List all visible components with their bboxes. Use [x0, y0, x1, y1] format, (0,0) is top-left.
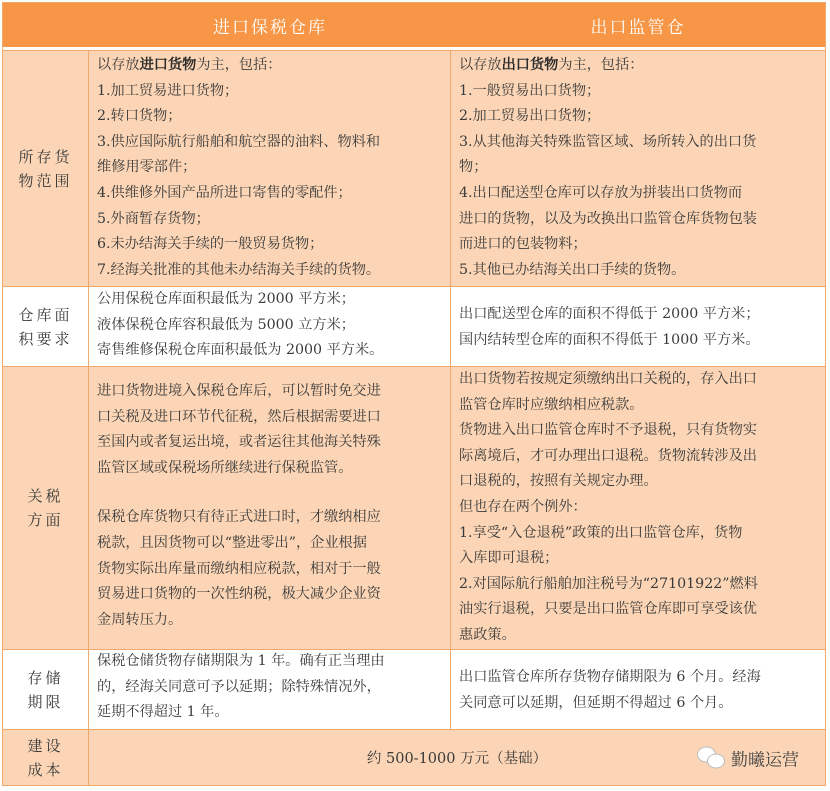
- row-label-storage-period: 存储 期限: [3, 650, 89, 729]
- header-empty-cell: [3, 3, 89, 47]
- comparison-table: [2, 2, 826, 786]
- watermark: [697, 745, 799, 770]
- watermark-text: 勤曦运营: [731, 750, 799, 770]
- table-row-goods-scope: [3, 50, 825, 286]
- wechat-icon: [697, 747, 725, 769]
- table-row-storage-period: [3, 649, 825, 729]
- row-label-tariff: 关税 方面: [3, 367, 89, 649]
- paragraph-gap: [97, 481, 442, 505]
- cell-import-tariff: 进口货物进境入保税仓库后，可以暂时免交进 口关税及进口环节代征税，然后根据需要进口 至国内或者复运出境，或者运往其他海关特殊 监管区域或保税场所继续进行保税监管。 保税仓库货物只有待正式进口时，才缴纳相应 税款，且因货物可以“整进零出”，企业根据 货物实际出库量而缴纳相应税款，相对于一般 贸易进口货物的一次性纳税，极大减少企业资 金周转压力。: [89, 367, 451, 649]
- scope-intro: 以存放出口货物为主，包括：: [459, 57, 644, 73]
- cell-export-storage-period: 出口监管仓库所存货物存储期限为 6 个月。经海 关同意可以延期，但延期不得超过 6 个月。: [459, 668, 761, 711]
- table-row-area-requirement: [3, 286, 825, 366]
- table-row-tariff: [3, 366, 825, 649]
- row-label-construction-cost: 建设 成本: [3, 730, 89, 785]
- cell-export-tariff: 出口货物若按规定须缴纳出口关税的，存入出口 监管仓库时应缴纳相应税款。 货物进入出口监管仓库时不予退税，只有货物实 际离境后，才可办理出口退税。货物流转涉及出 口退税的，按照有关规定办理。 但也存在两个例外： 1.享受“入仓退税”政策的出口监管仓库，货物 入库即可退税； 2.对国际航行船舶加注税号为“27101922”燃料 油实行退税，只要是出口监管仓库即可享受该优 惠政策。: [459, 371, 758, 643]
- cell-import-goods-scope: 以存放进口货物为主，包括： 1.加工贸易进口货物； 2.转口货物； 3.供应国际航行船舶和航空器的油料、物料和 维修用零部件； 4.供维修外国产品所进口寄售的零配件； 5.外商暂存货物； 6.未办结海关手续的一般贸易货物； 7.经海关批准的其他未办结海关手续的货物。: [89, 51, 451, 286]
- cell-import-storage-period: 保税仓储货物存储期限为 1 年。确有正当理由 的，经海关同意可予以延期；除特殊情况外， 延期不得超过 1 年。: [89, 650, 451, 729]
- scope-intro: 以存放进口货物为主，包括：: [97, 57, 282, 73]
- header-export-supervised-warehouse: 出口监管仓: [590, 17, 686, 38]
- cell-export-goods-scope: 以存放出口货物为主，包括： 1.一般贸易出口货物； 2.加工贸易出口货物； 3.从其他海关特殊监管区域、场所转入的出口货 物； 4.出口配送型仓库可以存放为拼装出口货物而 进口的货物，以及为改换出口监管仓库货物包装 而进口的包装物料； 5.其他已办结海关出口手续的货物。: [451, 51, 825, 286]
- cell-export-area-requirement: 出口配送型仓库的面积不得低于 2000 平方米； 国内结转型仓库的面积不得低于 1000 平方米。: [459, 305, 760, 348]
- cell-construction-cost: [89, 730, 825, 785]
- cell-import-area-requirement: 公用保税仓库面积最低为 2000 平方米； 液体保税仓库容积最低为 5000 立方米； 寄售维修保税仓库面积最低为 2000 平方米。: [89, 287, 451, 366]
- table-row-construction-cost: [3, 729, 825, 785]
- table-header: [3, 3, 825, 50]
- header-import-bonded-warehouse: 进口保税仓库: [213, 17, 327, 38]
- row-label-goods-scope: 所存货 物范围: [3, 51, 89, 286]
- row-label-area-requirement: 仓库面 积要求: [3, 287, 89, 366]
- construction-cost-value: 约 500-1000 万元（基础）: [366, 751, 548, 767]
